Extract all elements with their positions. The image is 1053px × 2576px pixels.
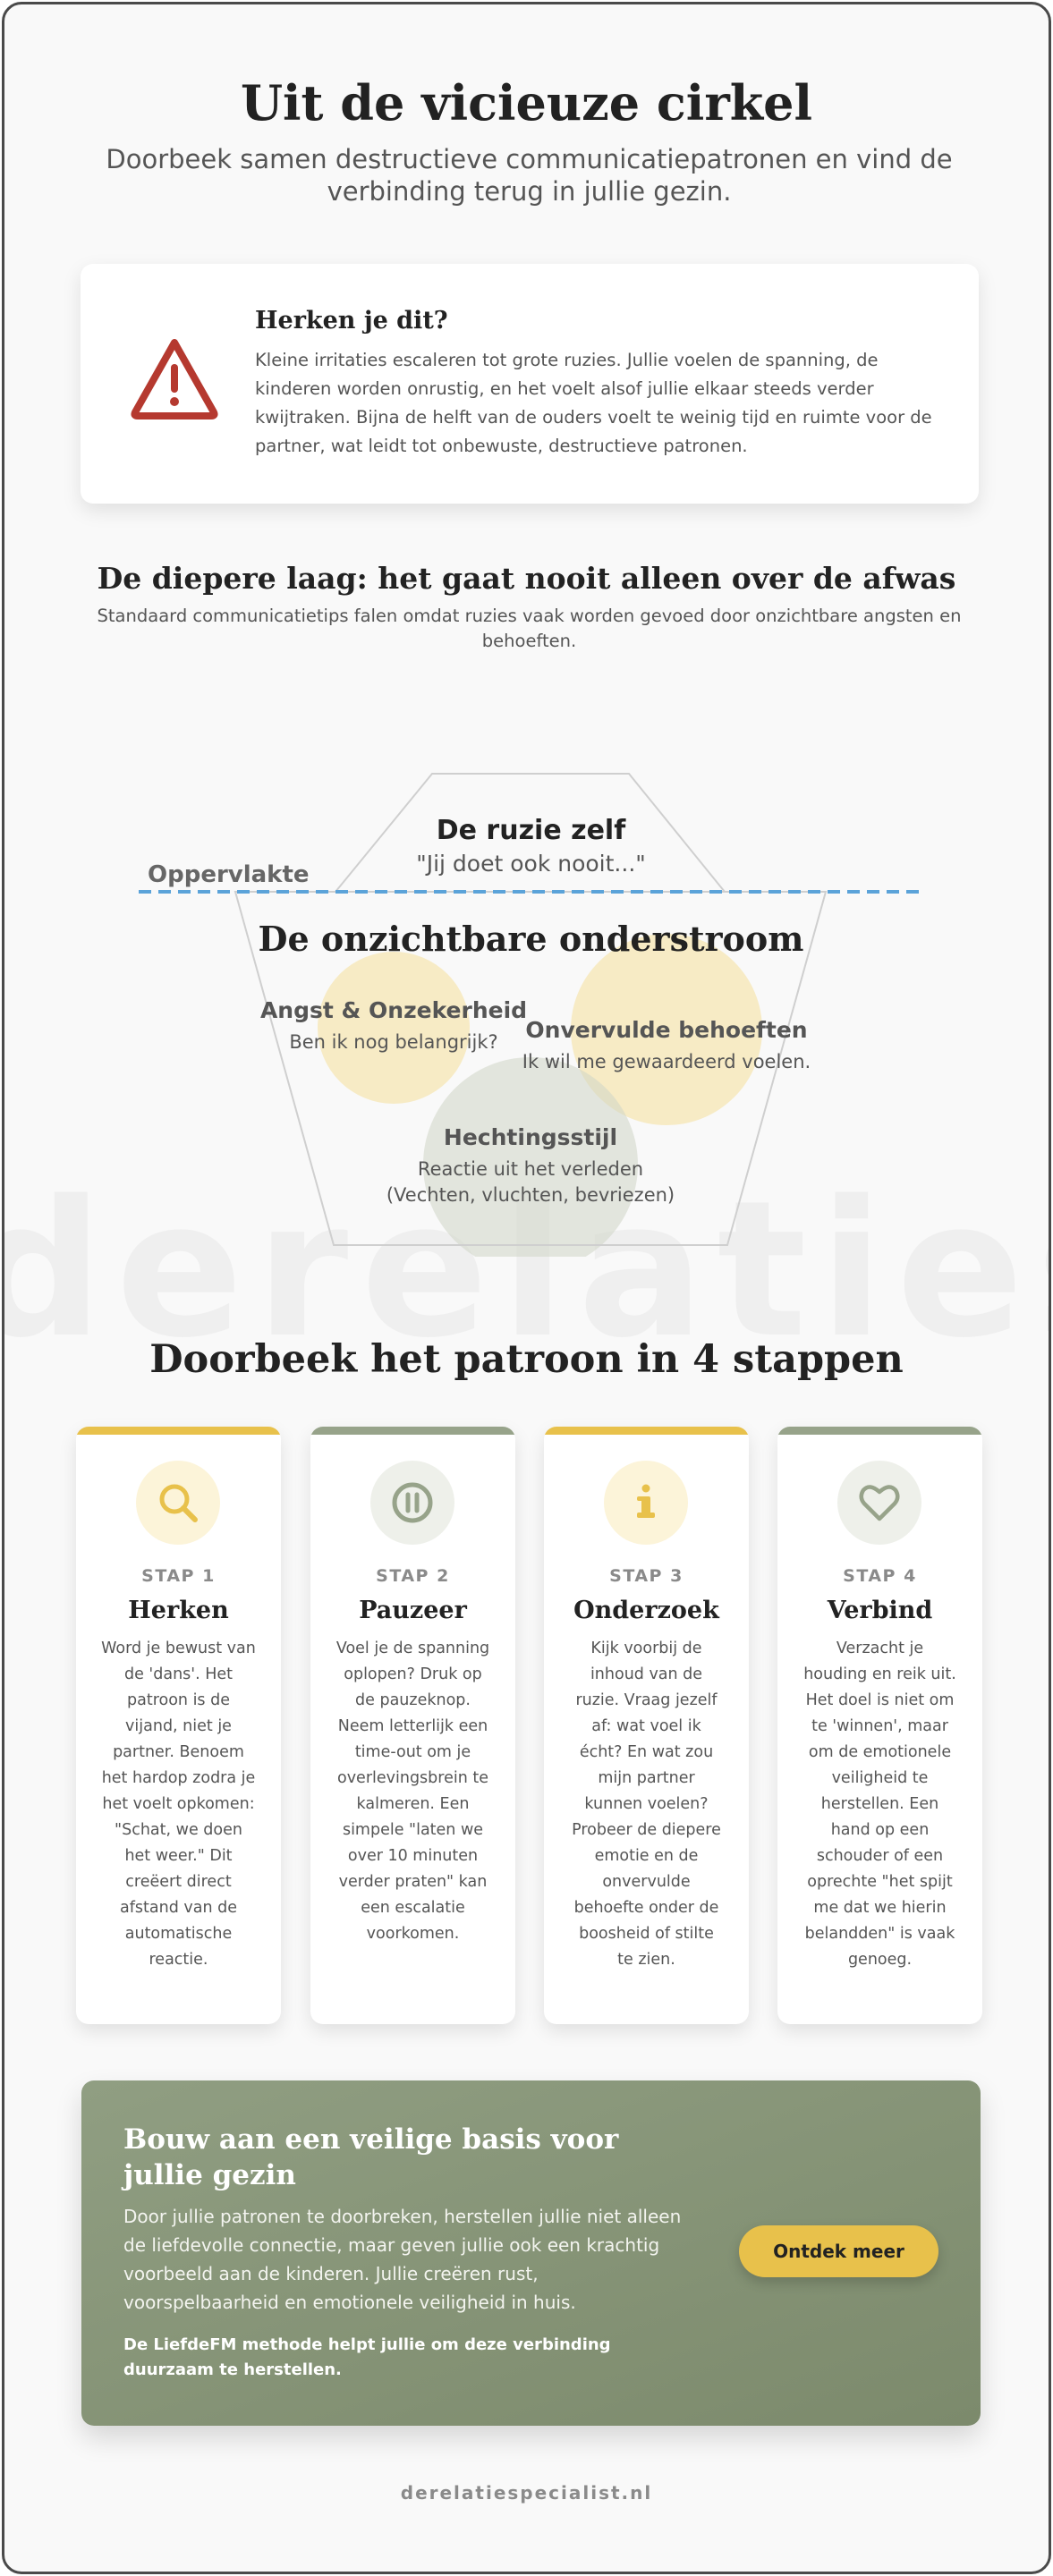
step-accent-bar <box>544 1427 749 1435</box>
step-name: Onderzoek <box>573 1597 719 1624</box>
step-name: Verbind <box>827 1597 933 1624</box>
step-card-3 <box>544 1427 749 2024</box>
step-card-1 <box>76 1427 281 2024</box>
search-icon <box>136 1461 220 1545</box>
step-name: Herken <box>128 1597 229 1624</box>
attachment-title: Hechtingsstijl <box>443 1124 618 1150</box>
cta-title: Bouw aan een veilige basis voor jullie gezin <box>123 2123 619 2191</box>
step-text: Verzacht je houding en reik uit. Het doel is niet om te 'winnen', maar om de emotionele veiligheid te herstellen. Een hand op een schouder of een oprechte "het spijt me dat we hierin belandden" is vaak genoeg. <box>803 1640 956 1969</box>
steps-title: Doorbeek het patroon in 4 stappen <box>149 1337 904 1382</box>
page-frame <box>2 2 1051 2574</box>
argument-title: De ruzie zelf <box>436 815 626 846</box>
cta-panel <box>81 2080 981 2426</box>
step-text: Kijk voorbij de inhoud van de ruzie. Vraag jezelf af: wat voel ik écht? En wat zou mijn partner kunnen voelen? Probeer de diepere emotie en de onvervulde behoefte onder de boosheid of stilte te zien. <box>572 1640 721 1969</box>
attachment-sub: Reactie uit het verleden <box>417 1158 644 1180</box>
fear-sub: Ben ik nog belangrijk? <box>289 1031 498 1053</box>
step-card-4 <box>777 1427 982 2024</box>
recognition-text: Kleine irritaties escaleren tot grote ruzies. Jullie voelen de spanning, de kinderen worden onrustig, en het voelt alsof jullie elkaar steeds verder kwijtraken. Bijna de helft van de ouders voelt te weinig tijd en ruimte voor de partner, wat leidt tot onbewuste, destructieve patronen. <box>255 350 932 456</box>
undercurrent-title: De onzichtbare onderstroom <box>258 919 804 959</box>
attachment-sub-2: (Vechten, vluchten, bevriezen) <box>386 1184 675 1206</box>
surface-label: Oppervlakte <box>148 861 310 888</box>
step-text: Word je bewust van de 'dans'. Het patroon is de vijand, niet je partner. Benoem het hardop zodra je het voelt opkomen: "Schat, we doen het weer." Dit creëert direct afstand van de automatische reactie. <box>101 1640 256 1969</box>
step-card-2 <box>310 1427 515 2024</box>
cta-method-text: De LiefdeFM methode helpt jullie om deze verbinding duurzaam te herstellen. <box>123 2335 611 2379</box>
deeper-layer-subtitle: Standaard communicatietips falen omdat ruzies vaak worden gevoed door onzichtbare angsten en behoeften. <box>97 606 962 651</box>
step-label: STAP 4 <box>843 1566 917 1586</box>
step-text: Voel je de spanning oplopen? Druk op de pauzeknop. Neem letterlijk een time-out om je overlevingsbrein te kalmeren. Een simpele "laten we over 10 minuten verder praten" kan een escalatie voorkomen. <box>335 1640 490 1943</box>
page-subtitle: Doorbeek samen destructieve communicatiepatronen en vind de verbinding terug in jullie gezin. <box>106 144 953 207</box>
heart-icon <box>837 1461 921 1545</box>
footer-site: derelatiespecialist.nl <box>400 2482 653 2504</box>
info-icon <box>604 1461 688 1545</box>
recognition-card <box>81 264 979 504</box>
step-label: STAP 1 <box>141 1566 216 1586</box>
step-name: Pauzeer <box>359 1597 467 1624</box>
step-accent-bar <box>310 1427 515 1435</box>
iceberg-diagram <box>4 756 1051 1257</box>
argument-quote: "Jij doet ook nooit..." <box>416 851 646 877</box>
needs-title: Onvervulde behoeften <box>525 1017 808 1043</box>
recognition-title: Herken je dit? <box>255 307 448 335</box>
warning-triangle-icon <box>130 337 219 419</box>
fear-title: Angst & Onzekerheid <box>259 997 528 1023</box>
page-title: Uit de vicieuze cirkel <box>240 74 813 131</box>
step-accent-bar <box>777 1427 982 1435</box>
step-accent-bar <box>76 1427 281 1435</box>
step-label: STAP 3 <box>609 1566 684 1586</box>
circle-fear <box>318 952 470 1104</box>
step-label: STAP 2 <box>376 1566 450 1586</box>
pause-icon <box>370 1461 454 1545</box>
cta-text: Door jullie patronen te doorbreken, herstellen jullie niet alleen de liefdevolle connectie, maar geven jullie ook een krachtig voorbeeld aan de kinderen. Jullie creëren rust, voorspelbaarheid en emotionele veiligheid in huis. <box>123 2206 682 2313</box>
needs-sub: Ik wil me gewaardeerd voelen. <box>522 1051 811 1072</box>
discover-more-button[interactable]: Ontdek meer <box>739 2225 938 2277</box>
deeper-layer-title: De diepere laag: het gaat nooit alleen over de afwas <box>97 561 956 596</box>
